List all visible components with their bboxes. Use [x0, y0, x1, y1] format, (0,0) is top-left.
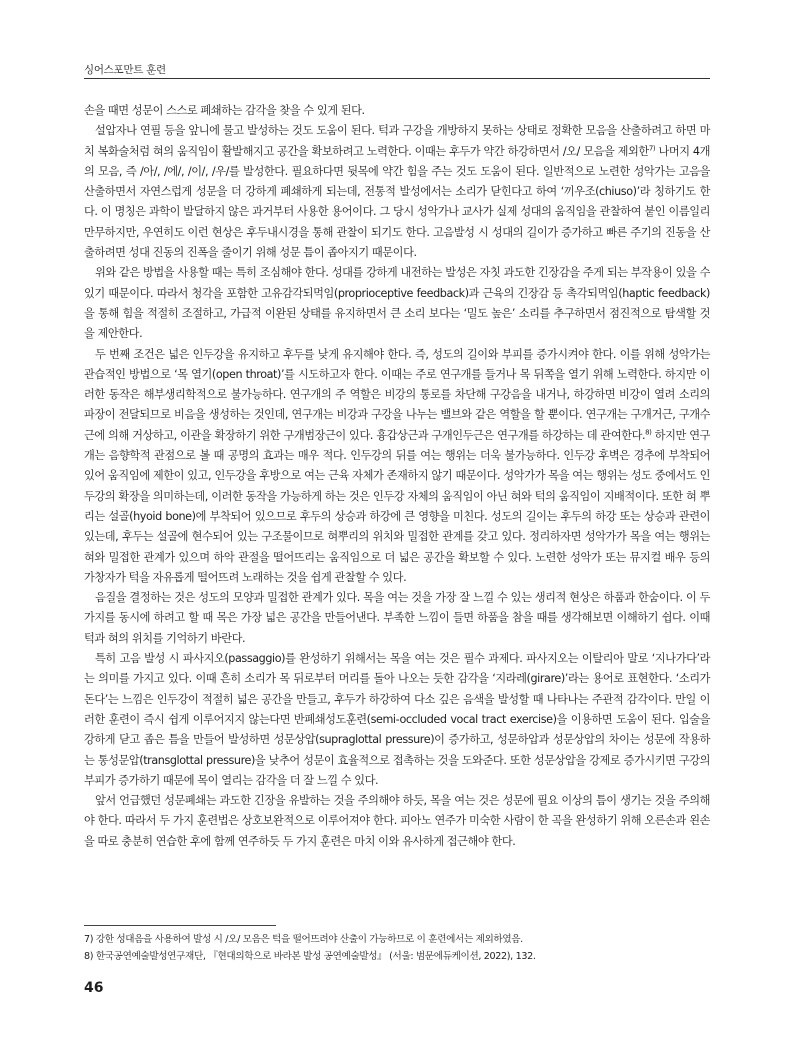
paragraph-text: 두 번째 조건은 넓은 인두강을 유지하고 후두를 낮게 유지해야 한다. 즉, 성도의 길이와 부피를 증가시켜야 한다. 이를 위해 성악가는 관습적인 방법으로 ‘목 열기(open throat)’를 시도하고자 한다. 이때는 주로 연구개를 들거나 목 뒤쪽을 열기 위해 노력한다. 하지만 이러한 동작은 해부생리학적으로 불가능하다. 연구개의 주 역할은 비강의 통로를 차단해 구강음을 내거나, 하강하면 비강이 열려 소리의 파장이 전달되므로 비음을 생성하는 것인데, 연구개는 비강과 구강을 나누는 밸브와 같은 역할을 할 뿐이다. 연구개는 구개거근, 구개수근에 의해 거상하고, 이관을 확장하기 위한 구개범장근이 있다. 흉갑상근과 구개인두근은 연구개를 하강하는 데 관여한다.: [84, 347, 710, 442]
footnote-ref-8[interactable]: 8): [645, 428, 652, 437]
body-text: [84, 101, 710, 852]
running-header: 싱어스포만트 훈련: [84, 64, 166, 76]
footnote-ref-7[interactable]: 7): [648, 143, 656, 152]
paragraph-2: [84, 121, 710, 263]
page-number: 46: [84, 980, 104, 996]
paragraph-text: 특히 고음 발성 시 파사지오(passaggio)를 완성하기 위해서는 목을 여는 것은 필수 과제다. 파사지오는 이탈리아 말로 ‘지나가다’라는 의미를 가지고 있다. 이때 흔히 소리가 목 뒤로부터 머리를 돌아 나오는 듯한 감각을 ‘지라레(girare)’라는 용어로 표현한다. ‘소리가 돈다’는 느낌은 인두강이 적절히 넓은 공간을 만들고, 후두가 하강하여 다소 깊은 음색을 발성할 때 나타나는 주관적 감각이다. 만일 이러한 훈련이 즉시 쉽게 이루어지지 않는다면 반폐쇄성도훈련(semi-occluded vocal tract exercise)을 이용하면 도움이 된다. 입술을 강하게 닫고 좁은 틈을 만들어 발성하면 성문상압(supraglottal pressure)이 증가하고, 성문하압과 성문상압의 차이는 성문에 작용하는 통성문압(transglottal pressure)을 낮추어 성문이 효율적으로 접촉하는 것을 도와준다. 또한 성문상압을 강제로 증가시키면 구강의 부피가 증가하기 때문에 목이 열리는 감각을 더 잘 느낄 수 있다.: [84, 652, 710, 787]
footnotes: [84, 931, 710, 965]
paragraph-text: 나머지 4개의 모음, 즉 /아/, /에/, /이/, /우/를 발성한다. 필요하다면 뒷목에 약간 힘을 주는 것도 도움이 된다. 일반적으로 노련한 성악가는 고음을 산출하면서 자연스럽게 성문을 더 강하게 폐쇄하게 되는데, 전통적 발성에서는 소리가 닫힌다고 하여 ‘끼우조(chiuso)’라 칭하기도 한다. 이 명칭은 과학이 발달하지 않은 과거부터 사용한 용어이다. 그 당시 성악가나 교사가 실제 성대의 움직임을 관찰하여 붙인 이름일리 만무하지만, 우연히도 이런 현상은 후두내시경을 통해 관찰이 되기도 한다. 고음발성 시 성대의 길이가 증가하고 빠른 주기의 진동을 산출하려면 성대 진동의 진폭을 줄이기 위해 성문 틈이 좁아지기 때문이다.: [84, 144, 710, 260]
paragraph-3: [84, 263, 710, 344]
footnote-8: 8) 한국공연예술발성연구재단, 『현대의학으로 바라본 발성 공연예술발성』 (서울: 범문에듀케이션, 2022), 132.: [84, 951, 536, 962]
paragraph-4: [84, 345, 710, 589]
paragraph-1: [84, 101, 710, 121]
paragraph-5: [84, 588, 710, 649]
footnote-divider: [84, 925, 276, 926]
paragraph-text: 음질을 결정하는 것은 성도의 모양과 밀접한 관계가 있다. 목을 여는 것을 가장 잘 느낄 수 있는 생리적 현상은 하품과 한숨이다. 이 두 가지를 동시에 하려고 할 때 목은 가장 넓은 공간을 만들어낸다. 부족한 느낌이 들면 하품을 참을 때를 생각해보면 이해하기 쉽다. 이때 턱과 혀의 위치를 기억하기 바란다.: [84, 591, 710, 645]
paragraph-text: 앞서 언급했던 성문폐쇄는 과도한 긴장을 유발하는 것을 주의해야 하듯, 목을 여는 것은 성문에 필요 이상의 틈이 생기는 것을 주의해야 한다. 따라서 두 가지 훈련법은 상호보완적으로 이루어져야 한다. 피아노 연주가 미숙한 사람이 한 곡을 완성하기 위해 오른손과 왼손을 따로 충분히 연습한 후에 함께 연주하듯 두 가지 훈련은 마치 이와 유사하게 접근해야 한다.: [84, 794, 710, 848]
footnote-7: 7) 강한 성대음을 사용하여 발성 시 /오/ 모음은 턱을 떨어뜨려야 산출이 가능하므로 이 훈련에서는 제외하였음.: [84, 934, 523, 945]
paragraph-text: 위와 같은 방법을 사용할 때는 특히 조심해야 한다. 성대를 강하게 내전하는 발성은 자칫 과도한 긴장감을 주게 되는 부작용이 있을 수 있기 때문이다. 따라서 청각을 포함한 고유감각되먹임(proprioceptive feedback)과 근육의 긴장감 등 촉각되먹임(haptic feedback)을 통해 힘을 적절히 조절하고, 가급적 이완된 상태를 유지하면서 큰 소리 보다는 ‘밀도 높은’ 소리를 추구하면서 점진적으로 탐색할 것을 제안한다.: [84, 266, 710, 341]
paragraph-text: 손을 때면 성문이 스스로 폐쇄하는 감각을 찾을 수 있게 된다.: [84, 104, 365, 117]
header-divider: [84, 78, 710, 79]
paragraph-7: [84, 791, 710, 852]
paragraph-text: 설압자나 연필 등을 앞니에 물고 발성하는 것도 도움이 된다. 턱과 구강을 개방하지 못하는 상태로 정확한 모음을 산출하려고 하면 마치 복화술처럼 혀의 움직임이 활발해지고 공간을 확보하려고 노력한다. 이때는 후두가 약간 하강하면서 /오/ 모음을 제외한: [84, 124, 710, 158]
paragraph-text: 하지만 연구개는 음향학적 관점으로 볼 때 공명의 효과는 매우 적다. 인두강의 뒤를 여는 행위는 더욱 불가능하다. 인두강 후벽은 경추에 부착되어 있어 움직임에 제한이 있고, 인두강을 후방으로 여는 근육 자체가 존재하지 않기 때문이다. 성악가가 목을 여는 행위는 성도 중에서도 인두강의 확장을 의미하는데, 이러한 동작을 가능하게 하는 것은 인두강 자체의 움직임이 아닌 혀와 턱의 움직임이 지배적이다. 또한 혀 뿌리는 설골(hyoid bone)에 부착되어 있으므로 후두의 상승과 하강에 큰 영향을 미친다. 성도의 길이는 후두의 하강 또는 상승과 관련이 있는데, 후두는 설골에 현수되어 있는 구조물이므로 혀뿌리의 위치와 밀접한 관계를 갖고 있다. 정리하자면 성악가가 목을 여는 행위는 혀와 밀접한 관계가 있으며 하악 관절을 떨어뜨리는 움직임으로 더 넓은 공간을 확보할 수 있다. 노련한 성악가 또는 뮤지컬 배우 등의 가창자가 턱을 자유롭게 떨어뜨려 노래하는 것을 쉽게 관찰할 수 있다.: [84, 428, 710, 584]
paragraph-6: [84, 649, 710, 791]
